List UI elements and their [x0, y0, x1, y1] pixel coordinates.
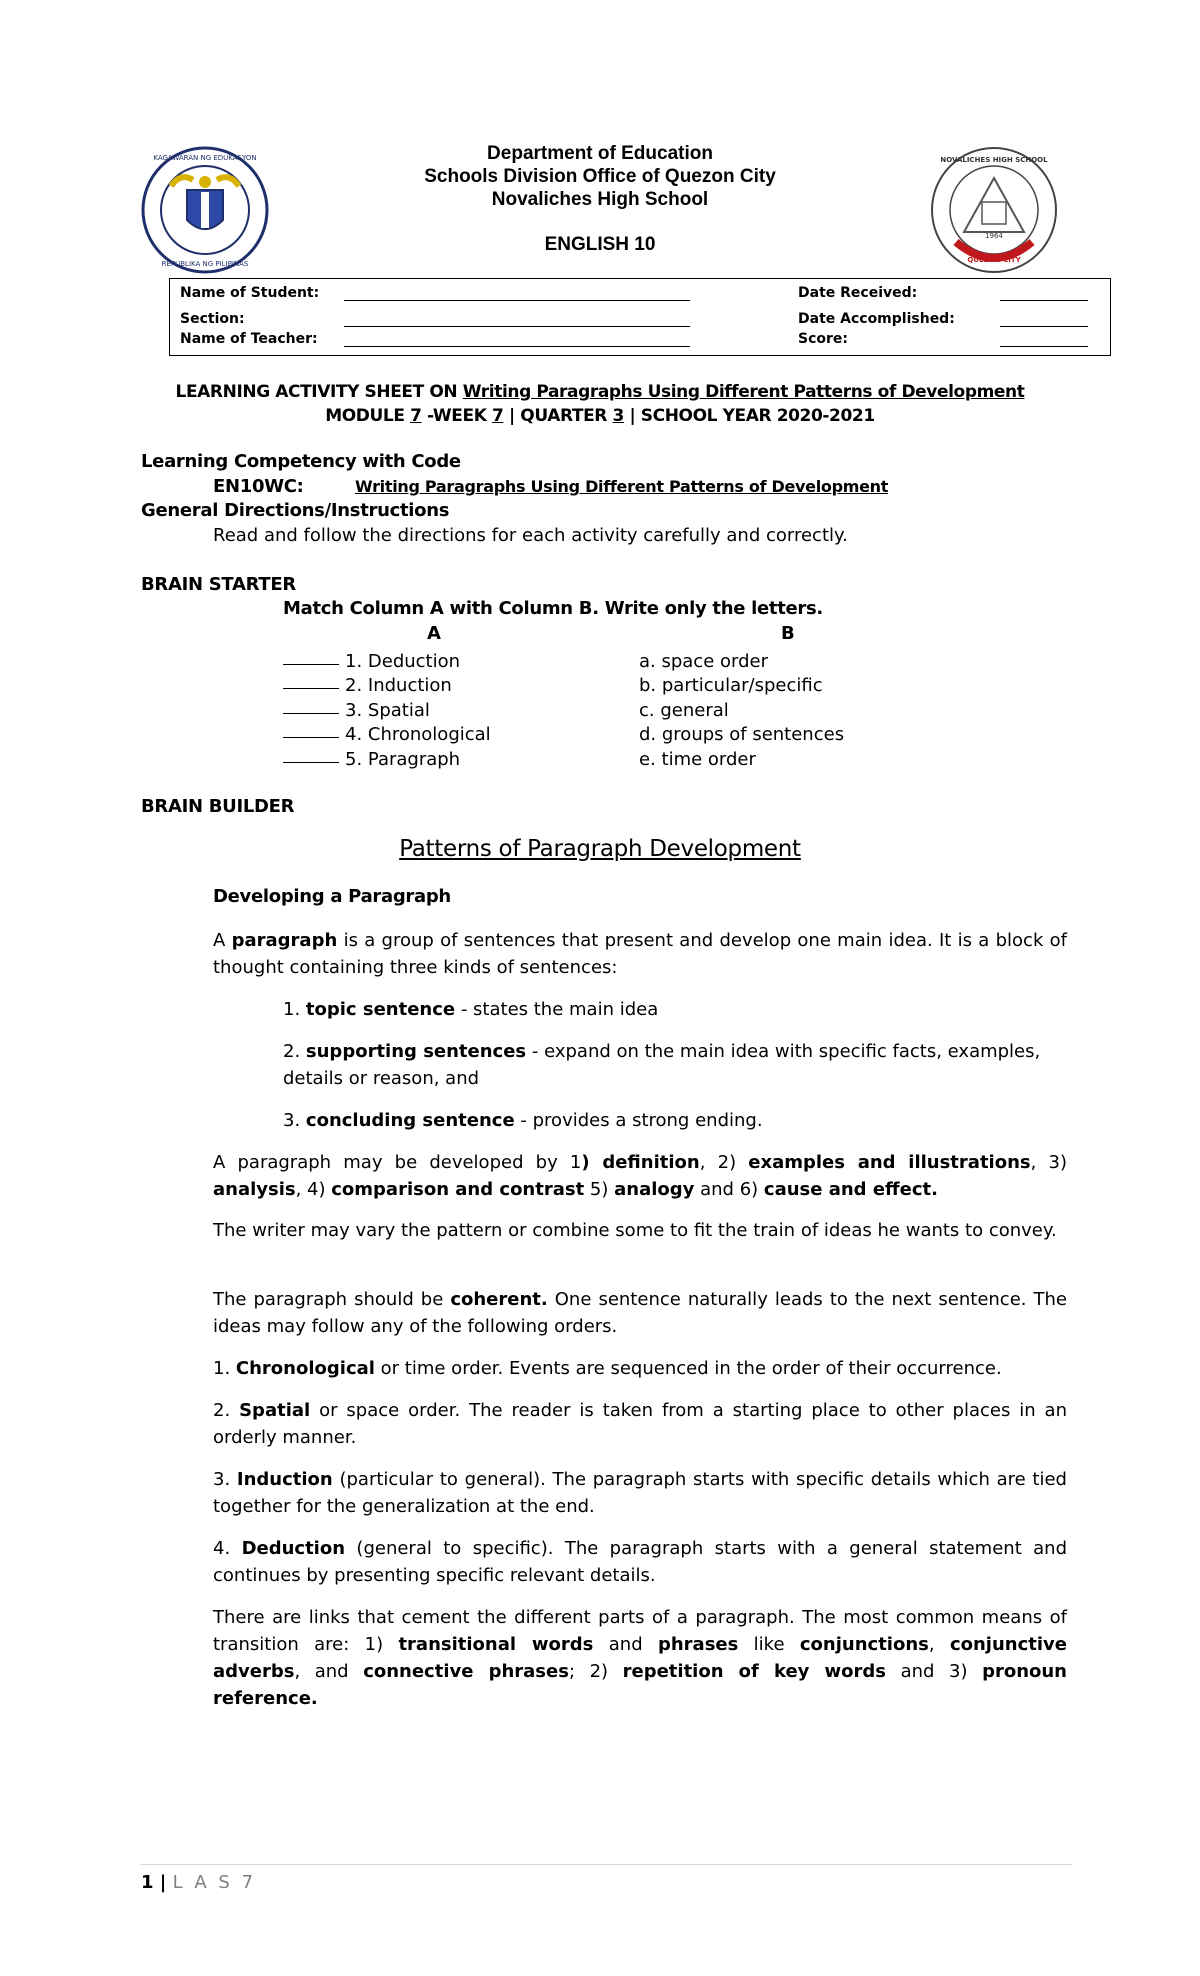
column-b-item: c. general [639, 700, 729, 721]
matching-item [283, 648, 983, 673]
column-a-text: 2. Induction [345, 675, 452, 696]
name-of-teacher-label: Name of Teacher: [180, 331, 318, 347]
column-a-item [283, 672, 452, 699]
order-spatial: 2. Spatial or space order. The reader is taken from a starting place to other places in an orderly manner. [213, 1400, 1067, 1448]
column-a-text: 5. Paragraph [345, 749, 461, 770]
sentence-type-2: 2. supporting sentences - expand on the main idea with specific facts, examples, details or reason, and [283, 1041, 1041, 1089]
directions-heading: General Directions/Instructions [141, 500, 450, 521]
footer-divider [140, 1864, 1072, 1865]
name-of-student-label: Name of Student: [180, 285, 320, 301]
transition-paragraph: There are links that cement the different parts of a paragraph. The most common means of transition are: 1) transitional words and phrases like conjunctions, conjunctive adverbs, and connective phrases; 2) repetition of key words and 3) pronoun reference. [213, 1607, 1067, 1709]
column-b-item: b. particular/specific [639, 675, 823, 696]
matching-item [283, 672, 983, 697]
competency-code: EN10WC: [213, 476, 304, 497]
score-field[interactable] [1000, 346, 1088, 347]
deped-seal-text: KAGAWARAN NG EDUKASYON [153, 154, 257, 162]
answer-blank[interactable] [283, 737, 339, 738]
order-chronological: 1. Chronological or time order. Events are sequenced in the order of their occurrence. [213, 1358, 1002, 1379]
matching-item [283, 697, 983, 722]
las-title: LEARNING ACTIVITY SHEET ON Writing Paragraphs Using Different Patterns of Development [175, 382, 1025, 402]
answer-blank[interactable] [283, 713, 339, 714]
column-b-item: d. groups of sentences [639, 724, 845, 745]
coherent-paragraph: The paragraph should be coherent. One sentence naturally leads to the next sentence. The ideas may follow any of the following orders. [213, 1289, 1067, 1337]
column-a-item [283, 697, 430, 724]
column-a-item [283, 746, 460, 773]
date-accomplished-field[interactable] [1000, 326, 1088, 327]
column-a-item [283, 721, 491, 748]
name-of-student-field[interactable] [344, 300, 690, 301]
student-info-box [169, 278, 1111, 356]
directions-text: Read and follow the directions for each activity carefully and correctly. [213, 525, 848, 546]
section-label: Section: [180, 311, 245, 327]
svg-text:QUEZON CITY: QUEZON CITY [967, 256, 1021, 264]
writer-paragraph: The writer may vary the pattern or combine some to fit the train of ideas he wants to convey. [213, 1220, 1057, 1241]
matching-item [283, 746, 983, 771]
answer-blank[interactable] [283, 664, 339, 665]
footer-label: L A S 7 [172, 1872, 257, 1893]
column-a-text: 4. Chronological [345, 724, 491, 745]
column-a-item [283, 648, 460, 675]
division-heading: Schools Division Office of Quezon City [424, 166, 776, 187]
page-number: 1 [141, 1872, 154, 1893]
name-of-teacher-field[interactable] [344, 346, 690, 347]
svg-text:NOVALICHES HIGH SCHOOL: NOVALICHES HIGH SCHOOL [940, 156, 1048, 164]
date-received-field[interactable] [1000, 300, 1088, 301]
brain-starter-heading: BRAIN STARTER [141, 574, 296, 595]
svg-text:1964: 1964 [985, 232, 1003, 240]
column-a-text: 3. Spatial [345, 700, 430, 721]
las-topic: Writing Paragraphs Using Different Patterns of Development [462, 382, 1025, 402]
date-accomplished-label: Date Accomplished: [798, 311, 955, 327]
sentence-type-1: 1. topic sentence - states the main idea [283, 999, 659, 1020]
svg-text:REPUBLIKA NG PILIPINAS: REPUBLIKA NG PILIPINAS [161, 260, 249, 268]
sentence-type-3: 3. concluding sentence - provides a strong ending. [283, 1110, 763, 1131]
column-a-heading: A [427, 623, 441, 644]
subject-heading: ENGLISH 10 [544, 234, 656, 255]
date-received-label: Date Received: [798, 285, 918, 301]
answer-blank[interactable] [283, 762, 339, 763]
school-heading: Novaliches High School [491, 189, 709, 210]
lesson-title: Patterns of Paragraph Development [399, 836, 801, 862]
brain-builder-heading: BRAIN BUILDER [141, 796, 295, 817]
matching-instruction: Match Column A with Column B. Write only the letters. [283, 598, 823, 619]
column-b-item: a. space order [639, 651, 768, 672]
competency-text: Writing Paragraphs Using Different Patterns of Development [355, 477, 889, 496]
order-induction: 3. Induction (particular to general). The paragraph starts with specific details which are tied together for the generalization at the end. [213, 1469, 1067, 1517]
developing-paragraph-heading: Developing a Paragraph [213, 886, 451, 907]
paragraph-definition: A paragraph is a group of sentences that present and develop one main idea. It is a block of thought containing three kinds of sentences: [213, 930, 1067, 978]
development-methods-paragraph: A paragraph may be developed by 1) definition, 2) examples and illustrations, 3) analysis, 4) comparison and contrast 5) analogy and 6) cause and effect. [213, 1152, 1067, 1200]
score-label: Score: [798, 331, 848, 347]
column-a-text: 1. Deduction [345, 651, 461, 672]
matching-item [283, 721, 983, 746]
answer-blank[interactable] [283, 688, 339, 689]
order-deduction: 4. Deduction (general to specific). The paragraph starts with a general statement and continues by presenting specific relevant details. [213, 1538, 1067, 1586]
page-footer: 1 | L A S 7 [141, 1872, 257, 1893]
column-b-heading: B [781, 623, 795, 644]
competency-heading: Learning Competency with Code [141, 451, 461, 472]
department-heading: Department of Education [487, 143, 713, 164]
section-field[interactable] [344, 326, 690, 327]
module-line: MODULE 7 -WEEK 7 | QUARTER 3 | SCHOOL YEAR 2020-2021 [325, 406, 875, 426]
column-b-item: e. time order [639, 749, 756, 770]
